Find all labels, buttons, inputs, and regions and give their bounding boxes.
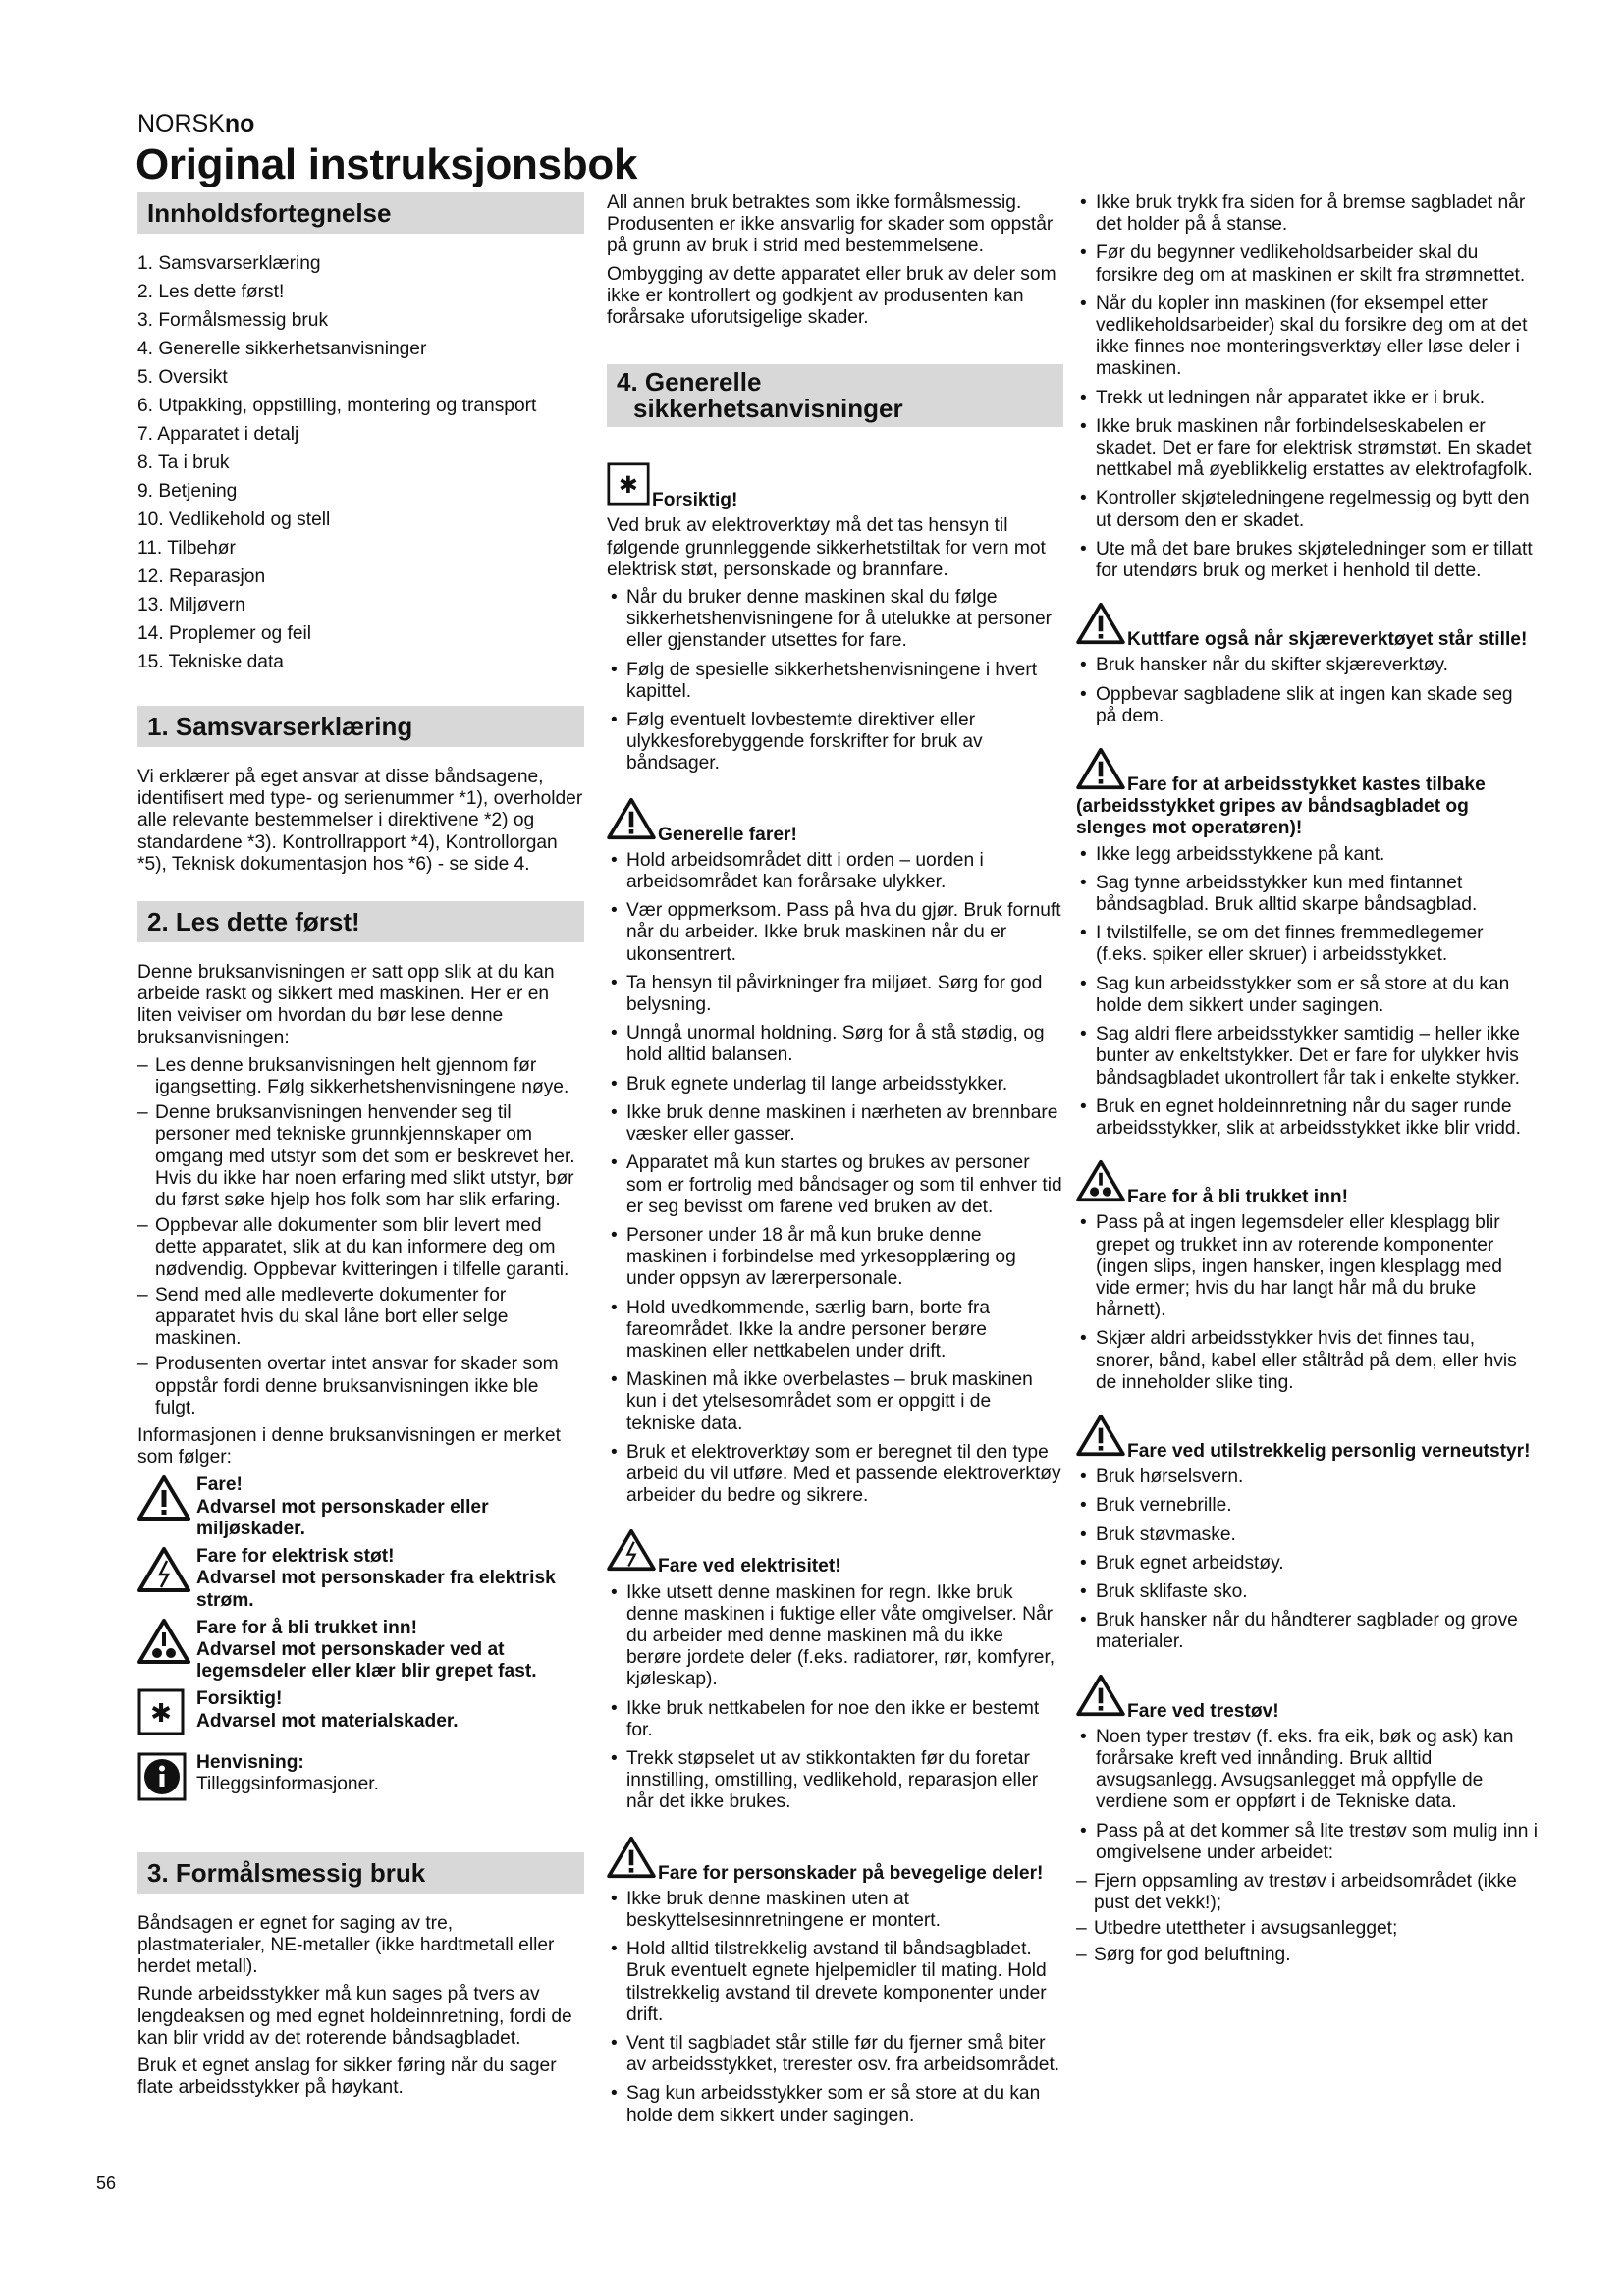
caution-title: Forsiktig! [652,490,738,511]
list-item: • Ikke legg arbeidsstykkene på kant. [1076,844,1538,866]
list-item: • Bruk egnete underlag til lange arbeidsstykker. [607,1074,1063,1095]
list-item: • Bruk støvmaske. [1076,1524,1538,1546]
legend-title: Fare for å bli trukket inn! [196,1617,417,1638]
list-item: • Bruk hørselsvern. [1076,1467,1538,1488]
list-item: – Denne bruksanvisningen henvender seg til personer med tekniske grunnkjennskaper om omgang med utstyr som det som er beskrevet her. Hvis du ikke har noen erfaring med slikt utstyr, bør du først søke hjelp hos folk som har slik erfaring. [137,1102,584,1211]
section-3-p5: Ombygging av dette apparatet eller bruk av deler som ikke er kontrollert og godkjent av produsenten kan forårsake uforutsigelige skader. [607,263,1056,329]
legend-text: Advarsel mot personskader ved at legemsdeler eller klær blir grepet fast. [196,1638,537,1682]
list-item: • Skjær aldri arbeidsstykker hvis det finnes tau, snorer, bånd, kabel eller ståltråd på dem, eller hvis de inneholder slike ting. [1076,1328,1538,1394]
section-3-heading: 3. Formålsmessig bruk [137,1852,584,1894]
list-item: • Maskinen må ikke overbelastes – bruk maskinen kun i det ytelsesområdet som er oppgitt i de tekniske data. [607,1369,1063,1435]
list-item: • Følg de spesielle sikkerhetshenvisningene i hvert kapittel. [607,660,1063,703]
list-item: – Produsenten overtar intet ansvar for skader som oppstår fordi denne bruksanvisningen ikke ble fulgt. [137,1354,584,1419]
toc-item[interactable]: 9. Betjening [137,481,238,502]
list-item: • Pass på at ingen legemsdeler eller klesplagg blir grepet og trukket inn av roterende komponenter (ingen slips, ingen hansker, ingen klesplagg med vide ermer; hvis du har langt hår må du bruke hårnett). [1076,1212,1538,1321]
electric-hazard-heading [607,1528,1063,1577]
list-item: – Oppbevar alle dokumenter som blir levert med dette apparatet, slik at du kan informere deg om nødvendig. Oppbevar kvitteringen i tilfelle garanti. [137,1215,584,1281]
column-left [137,192,584,2105]
list-item: • Ikke bruk trykk fra siden for å bremse sagbladet når det holder på å stanse. [1076,192,1538,236]
toc-item[interactable]: 5. Oversikt [137,367,228,388]
list-item: • Ta hensyn til påvirkninger fra miljøet. Sørg for god belysning. [607,973,1063,1016]
list-item: • Bruk hansker når du skifter skjæreverktøy. [1076,655,1538,676]
list-item: • I tvilstilfelle, se om det finnes fremmedlegemer (f.eks. spiker eller skruer) i arbeidsstykket. [1076,923,1538,966]
language-code: no [224,110,255,137]
list-item: • Ikke bruk maskinen når forbindelseskabelen er skadet. Det er fare for elektrisk strømstøt. En skadet nettkabel må øyeblikkelig erstattes av elektrofagfolk. [1076,416,1538,482]
safety-list [1076,192,1538,582]
list-item: • Før du begynner vedlikeholdsarbeider skal du forsikre deg om at maskinen er skilt fra strømnettet. [1076,242,1538,286]
wood-dust-hazard-heading [1076,1674,1538,1723]
toc-item[interactable]: 15. Tekniske data [137,652,284,672]
wood-dust-hazard-title: Fare ved trestøv! [1127,1700,1279,1722]
caution-heading [607,462,1063,511]
toc-item[interactable]: 1. Samsvarserklæring [137,253,321,274]
warning-triangle-icon [1076,602,1125,651]
list-item: – Send med alle medleverte dokumenter for apparatet hvis du skal låne bort eller selge maskinen. [137,1285,584,1351]
toc-item[interactable]: 14. Proplemer og feil [137,623,312,644]
toc-item[interactable]: 3. Formålsmessig bruk [137,310,329,331]
section-4-heading-line2: sikkerhetsanvisninger [633,394,903,424]
list-item: • Sag kun arbeidsstykker som er så store at du kan holde dem sikkert under sagingen. [607,2083,1063,2126]
legend-text: Advarsel mot personskader eller miljøskader. [196,1496,489,1539]
legend-info [137,1752,584,1807]
section-2-heading: 2. Les dette først! [137,901,584,942]
electric-hazard-title: Fare ved elektrisitet! [658,1556,841,1577]
list-item: • Bruk egnet arbeidstøy. [1076,1553,1538,1575]
column-right [1076,192,1538,1972]
ppe-hazard-heading [1076,1414,1538,1463]
kickback-hazard-title: Fare for at arbeidsstykket kastes tilbake (arbeidsstykket gripes av båndsagbladet og slenges mot operatøren)! [1076,774,1486,839]
toc-item[interactable]: 6. Utpakking, oppstilling, montering og transport [137,396,537,416]
section-3-p1: Båndsagen er egnet for saging av tre, plastmaterialer, NE-metaller (ikke hardtmetall eller herdet metall). [137,1912,555,1978]
legend-material [137,1688,584,1741]
warning-triangle-icon [607,797,656,846]
list-item: • Bruk en egnet holdeinnretning når du sager runde arbeidsstykker, slik at arbeidsstykket ikke blir vridd. [1076,1096,1538,1140]
kickback-hazard-list [1076,844,1538,1140]
material-damage-icon [607,462,650,511]
moving-parts-list [607,1889,1063,2127]
toc-item[interactable]: 10. Vedlikehold og stell [137,509,331,530]
entanglement-hazard-list [1076,1212,1538,1394]
legend-title: Fare for elektrisk støt! [196,1546,395,1568]
list-item: • Hold arbeidsområdet ditt i orden – uorden i arbeidsområdet kan forårsake ulykker. [607,850,1063,893]
list-item: • Noen typer trestøv (f. eks. fra eik, bøk og ask) kan forårsake kreft ved innånding. Bruk alltid avsugsanlegg. Avsugsanlegget må oppfylle de verdiene som er oppført i de Tekniske data. [1076,1727,1538,1814]
moving-parts-title: Fare for personskader på bevegelige deler! [658,1862,1044,1884]
legend-title: Forsiktig! [196,1688,283,1710]
legend-danger [137,1474,584,1540]
list-item: • Oppbevar sagbladene slik at ingen kan skade seg på dem. [1076,684,1538,727]
cut-hazard-title: Kuttfare også når skjæreverktøyet står stille! [1127,629,1528,651]
caution-list [607,587,1063,775]
list-item: • Sag kun arbeidsstykker som er så store at du kan holde dem sikkert under sagingen. [1076,974,1538,1017]
entanglement-hazard-heading [1076,1159,1538,1208]
list-item: – Sørg for god beluftning. [1076,1945,1538,1966]
list-item: • Ikke bruk nettkabelen for noe den ikke er bestemt for. [607,1698,1063,1741]
list-item: • Sag aldri flere arbeidsstykker samtidig – heller ikke bunter av enkeltstykker. Det er fare for ulykker hvis båndsagbladet ukontrollert får tak i enkelte stykker. [1076,1024,1538,1090]
electric-hazard-icon [607,1528,656,1577]
page-number: 56 [96,2173,117,2193]
ppe-hazard-title: Fare ved utilstrekkelig personlig verneutstyr! [1127,1440,1531,1462]
list-item: • Vær oppmerksom. Pass på hva du gjør. Bruk fornuft når du arbeider. Ikke bruk maskinen når du er ukonsentrert. [607,900,1063,966]
entanglement-hazard-title: Fare for å bli trukket inn! [1127,1187,1348,1208]
entanglement-hazard-icon [137,1618,196,1671]
warning-triangle-icon [1076,1414,1125,1463]
caution-text: Ved bruk av elektroverktøy må det tas hensyn til følgende grunnleggende sikkerhetstiltak for vern mot elektrisk støt, personskade og brannfare. [607,515,1046,580]
language-name: NORSK [137,110,225,137]
section-2-info: Informasjonen i denne bruksanvisningen er merket som følger: [137,1425,561,1468]
list-item: • Apparatet må kun startes og brukes av personer som er fortrolig med båndsager og som til enhver tid er seg bevisst om farene ved bruken av det. [607,1152,1063,1218]
section-4-heading-line1: 4. Generelle [617,367,762,398]
list-item: • Kontroller skjøteledningene regelmessig og bytt den ut dersom den er skadet. [1076,488,1538,531]
entanglement-hazard-icon [1076,1159,1125,1208]
page-title: Original instruksjonsbok [135,140,638,188]
list-item: – Les denne bruksanvisningen helt gjennom før igangsetting. Følg sikkerhetshenvisningene nøye. [137,1055,584,1098]
warning-triangle-icon [137,1474,196,1527]
list-item: • Personer under 18 år må kun bruke denne maskinen i forbindelse med yrkesopplæring og under oppsyn av lærerpersonale. [607,1225,1063,1291]
toc-item[interactable]: 7. Apparatet i detalj [137,424,299,445]
cut-hazard-heading [1076,602,1538,651]
list-item: • Sag tynne arbeidsstykker kun med fintannet båndsagblad. Bruk alltid skarpe båndsagblad. [1076,873,1538,916]
toc-item[interactable]: 12. Reparasjon [137,566,266,587]
legend-text: Advarsel mot personskader fra elektrisk strøm. [196,1568,556,1611]
general-hazard-list [607,850,1063,1507]
general-hazard-title: Generelle farer! [658,824,797,845]
moving-parts-heading [607,1836,1063,1885]
list-item: • Når du kopler inn maskinen (for eksempel etter vedlikeholdsarbeider) skal du forsikre deg om at det ikke finnes noe monteringsverktøy eller løse deler i maskinen. [1076,294,1538,381]
legend-electric [137,1546,584,1612]
ppe-hazard-list [1076,1467,1538,1653]
toc-item[interactable]: 13. Miljøvern [137,595,245,615]
list-item: • Vent til sagbladet står stille før du fjerner små biter av arbeidsstykket, trerester osv. fra arbeidsområdet. [607,2033,1063,2076]
list-item: • Pass på at det kommer så lite trestøv som mulig inn i omgivelsene under arbeidet: [1076,1821,1538,1864]
wood-dust-hazard-list [1076,1727,1538,1864]
list-item: • Ute må det bare brukes skjøteledninger som er tillatt for utendørs bruk og merket i henhold til dette. [1076,539,1538,582]
cut-hazard-list [1076,655,1538,727]
list-item: • Bruk vernebrille. [1076,1495,1538,1517]
toc-item[interactable]: 8. Ta i bruk [137,453,230,473]
toc-item[interactable]: 4. Generelle sikkerhetsanvisninger [137,339,427,359]
legend-text: Advarsel mot materialskader. [196,1710,459,1732]
section-3-p4: All annen bruk betraktes som ikke formålsmessig. Produsenten er ikke ansvarlig for skader som oppstår på grunn av bruk i strid med bestemmelsene. [607,192,1054,257]
language-label [137,110,254,138]
svg-text:✱: ✱ [150,1699,172,1730]
warning-triangle-icon [1076,747,1125,796]
column-middle [607,192,1063,2134]
section-1-heading: 1. Samsvarserklæring [137,706,584,747]
list-item: • Unngå unormal holdning. Sørg for å stå stødig, og hold alltid balansen. [607,1023,1063,1066]
legend-entanglement [137,1618,584,1683]
list-item: • Hold uvedkommende, særlig barn, borte fra fareområdet. Ikke la andre personer berøre maskinen eller nettkabelen under drift. [607,1298,1063,1363]
wood-dust-dash-list [1076,1871,1538,1966]
toc-item[interactable]: 11. Tilbehør [137,538,236,559]
legend-title: Fare! [196,1474,243,1496]
list-item: – Fjern oppsamling av trestøv i arbeidsområdet (ikke pust det vekk!); [1076,1871,1538,1914]
toc-heading: Innholdsfortegnelse [137,192,584,234]
svg-text:✱: ✱ [619,471,638,500]
list-item: • Ikke bruk denne maskinen uten at beskyttelsesinnretningene er montert. [607,1889,1063,1932]
section-2-list [137,1055,584,1419]
list-item: • Bruk et elektroverktøy som er beregnet til den type arbeid du vil utføre. Med et passende elektroverktøy arbeider du bedre og sikrere. [607,1442,1063,1508]
section-3-p2: Runde arbeidsstykker må kun sages på tvers av lengdeaksen og med egnet holdeinnretning, fordi de kan blir vridd av det roterende båndsagbladet. [137,1984,572,2049]
list-item: • Når du bruker denne maskinen skal du følge sikkerhetshenvisningene for å utelukke at personer eller gjenstander utsettes for fare. [607,587,1063,653]
toc-item[interactable]: 2. Les dette først! [137,282,285,302]
list-item: • Følg eventuelt lovbestemte direktiver eller ulykkesforebyggende forskrifter for bruk av båndsager. [607,710,1063,775]
list-item: • Bruk sklifaste sko. [1076,1581,1538,1603]
list-item: • Trekk støpselet ut av stikkontakten før du foretar innstilling, omstilling, vedlikehold, reparasjon eller når det ikke brukes. [607,1748,1063,1814]
section-1-text: Vi erklærer på eget ansvar at disse båndsagene, identifisert med type- og serienummer *1), overholder alle relevante bestemmelser i direktivene *2) og standardene *3). Kontrollrapport *4), Kontrollorgan *5), Teknisk dokumentasjon hos *6) - se side 4. [137,767,583,875]
info-icon [137,1752,196,1807]
toc-list [137,253,584,680]
section-2-intro: Denne bruksanvisningen er satt opp slik at du kan arbeide raskt og sikkert med maskinen. Her er en liten veiviser om hvordan du bør lese denne bruksanvisningen: [137,962,555,1048]
kickback-hazard-heading [1076,747,1538,840]
material-damage-icon [137,1688,196,1741]
list-item: • Trekk ut ledningen når apparatet ikke er i bruk. [1076,388,1538,409]
legend-title: Henvisning: [196,1751,304,1773]
warning-triangle-icon [607,1836,656,1885]
list-item: • Ikke utsett denne maskinen for regn. Ikke bruk denne maskinen i fuktige eller våte omgivelser. Når du arbeider med denne maskinen må du ikke berøre jordete deler (f.eks. radiatorer, rør, komfyrer, kjøleskap). [607,1582,1063,1691]
section-4-heading [607,364,1063,427]
section-3-p3: Bruk et egnet anslag for sikker føring når du sager flate arbeidsstykker på høykant. [137,2055,557,2099]
list-item: • Bruk hansker når du håndterer sagblader og grove materialer. [1076,1610,1538,1653]
warning-triangle-icon [1076,1674,1125,1723]
general-hazard-heading [607,797,1063,846]
list-item: • Hold alltid tilstrekkelig avstand til båndsagbladet. Bruk eventuelt egnete hjelpemidler til mating. Hold tilstrekkelig avstand til drevete komponenter under drift. [607,1939,1063,2026]
list-item: • Ikke bruk denne maskinen i nærheten av brennbare væsker eller gasser. [607,1102,1063,1146]
electric-hazard-icon [137,1546,196,1599]
electric-hazard-list [607,1582,1063,1814]
legend-text: Tilleggsinformasjoner. [196,1773,379,1794]
list-item: – Utbedre utettheter i avsugsanlegget; [1076,1918,1538,1940]
